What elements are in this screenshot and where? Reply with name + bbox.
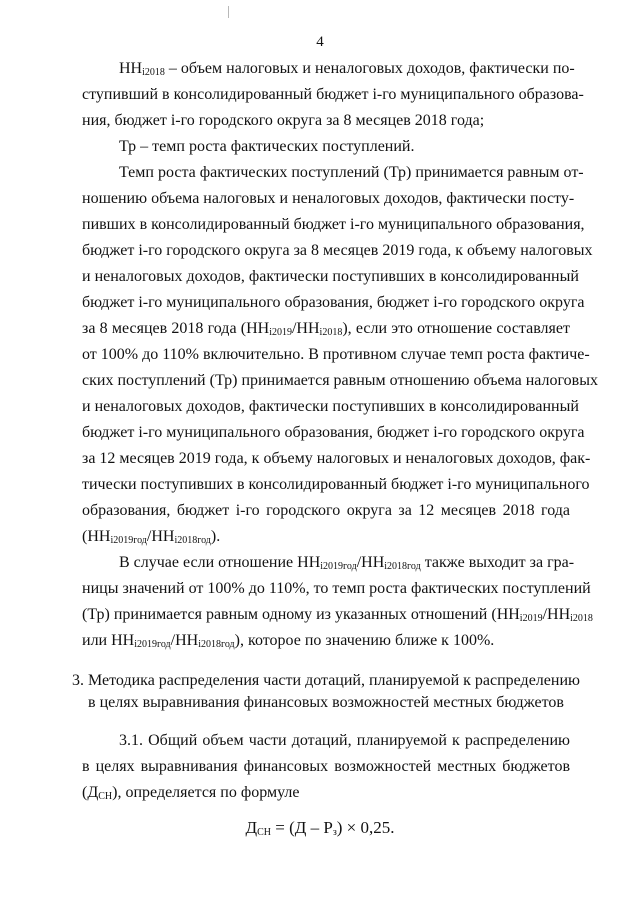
p1-line-1: $НН_{i2018}$ – объем налоговых и неналоговых доходов, фактически по- (119, 60, 575, 78)
p1-line-2: ступивший в консолидированный бюджет i-го муниципального образова- (82, 86, 584, 103)
p3-line-3: пивших в консолидированный бюджет i-го муниципального образования, (82, 216, 585, 233)
p4-line-3: (Тр) принимается равным одному из указанных отношений ($НН_{i2019}/НН_{i2018}$ (82, 606, 593, 624)
p3-line-14: образования, бюджет i-го городского округа за 12 месяцев 2018 года (82, 502, 570, 519)
p3-line-7: за 8 месяцев 2018 года $(НН_{i2019}/НН_{i2018})$, если это отношение составляет (82, 320, 570, 338)
section-heading-line-1: 3. Методика распределения части дотаций, планируемой к распределению (72, 672, 580, 689)
p5-line-1: 3.1. Общий объем части дотаций, планируемой к распределению (119, 732, 570, 749)
p3-line-11: бюджет i-го муниципального образования, бюджет i-го городского округа (82, 424, 585, 441)
scan-mark (228, 6, 229, 18)
p3-line-6: бюджет i-го муниципального образования, бюджет i-го городского округа (82, 294, 585, 311)
p1-line-3: ния, бюджет i-го городского округа за 8 месяцев 2018 года; (82, 112, 485, 129)
formula: $Д_{СН} = (Д - Р_з) \times 0,25$. (245, 818, 395, 838)
p4-line-2: ницы значений от 100% до 110%, то темп роста фактических поступлений (82, 580, 591, 597)
p4-line-1: В случае если отношение $НН_{i2019год}/НН_{i2018год}$ также выходит за гра- (119, 554, 575, 572)
p3-line-15: $(НН_{i2019год}/НН_{i2018год})$. (82, 528, 221, 546)
p2-line-1: Тр – темп роста фактических поступлений. (119, 138, 415, 155)
p3-line-1: Темп роста фактических поступлений (Тр) принимается равным от- (119, 164, 584, 181)
page-number: 4 (316, 34, 324, 50)
p3-line-2: ношению объема налоговых и неналоговых доходов, фактически посту- (82, 190, 575, 207)
p4-line-4: или $НН_{i2019год}/НН_{i2018год}$), которое по значению ближе к 100%. (82, 632, 495, 650)
p3-line-12: за 12 месяцев 2019 года, к объему налоговых и неналоговых доходов, фак- (82, 450, 591, 467)
p5-line-2: в целях выравнивания финансовых возможностей местных бюджетов (82, 758, 570, 775)
p3-line-8: от 100% до 110% включительно. В противном случае темп роста фактиче- (82, 346, 590, 363)
p3-line-13: тически поступивших в консолидированный бюджет i-го муниципального (82, 476, 590, 493)
p5-line-3: $(Д_{СН})$, определяется по формуле (82, 784, 300, 802)
p3-line-9: ских поступлений (Тр) принимается равным отношению объема налоговых (82, 372, 598, 389)
p3-line-4: бюджет i-го городского округа за 8 месяцев 2019 года, к объему налоговых (82, 242, 593, 259)
p3-line-5: и неналоговых доходов, фактически поступивших в консолидированный (82, 268, 579, 285)
p3-line-10: и неналоговых доходов, фактически поступивших в консолидированный (82, 398, 579, 415)
section-heading-line-2: в целях выравнивания финансовых возможностей местных бюджетов (88, 694, 564, 711)
